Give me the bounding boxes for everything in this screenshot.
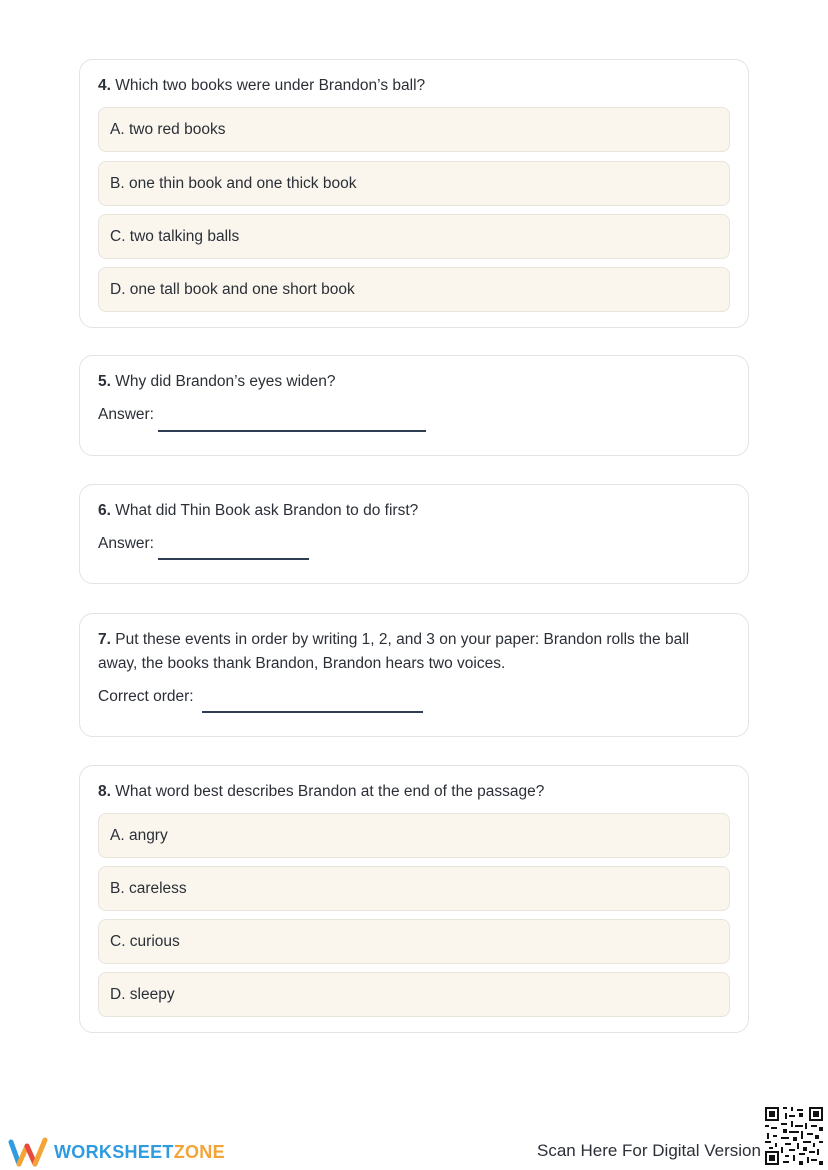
option-a[interactable]: A. angry — [98, 813, 730, 858]
option-a[interactable]: A. two red books — [98, 107, 730, 152]
answer-label: Correct order: — [98, 688, 194, 705]
question-prompt — [98, 780, 544, 804]
question-text: Put these events in order by writing 1, 2, and 3 on your paper: Brandon rolls the ball away, the books thank Brandon, Brandon hears two voices. — [98, 631, 690, 672]
option-b[interactable]: B. one thin book and one thick book — [98, 161, 730, 206]
brand-name — [54, 1142, 225, 1163]
option-d[interactable]: D. one tall book and one short book — [98, 267, 730, 312]
question-card-7 — [79, 613, 749, 737]
answer-line[interactable] — [158, 430, 426, 432]
question-number: 8. — [98, 783, 111, 800]
option-c[interactable]: C. curious — [98, 919, 730, 964]
question-text: Why did Brandon’s eyes widen? — [115, 373, 336, 390]
question-prompt — [98, 499, 418, 523]
question-text: Which two books were under Brandon’s ball? — [115, 77, 426, 94]
question-number: 4. — [98, 77, 111, 94]
question-number: 5. — [98, 373, 111, 390]
brand-part-2: ZONE — [173, 1141, 225, 1162]
question-prompt — [98, 74, 425, 98]
answer-line[interactable] — [158, 558, 309, 560]
worksheetzone-logo-icon — [8, 1137, 48, 1167]
question-card-8 — [79, 765, 749, 1033]
scan-text: Scan Here For Digital Version — [537, 1141, 761, 1160]
answer-label: Answer: — [98, 406, 154, 423]
brand-part-1: WORKSHEET — [54, 1141, 174, 1162]
question-number: 6. — [98, 502, 111, 519]
question-card-4 — [79, 59, 749, 328]
question-number: 7. — [98, 631, 111, 648]
question-text: What did Thin Book ask Brandon to do first? — [115, 502, 419, 519]
option-d[interactable]: D. sleepy — [98, 972, 730, 1017]
answer-line[interactable] — [202, 711, 423, 713]
answer-label: Answer: — [98, 535, 154, 552]
question-prompt — [98, 628, 730, 676]
question-text: What word best describes Brandon at the end of the passage? — [115, 783, 545, 800]
question-card-6 — [79, 484, 749, 584]
option-b[interactable]: B. careless — [98, 866, 730, 911]
worksheetzone-logo[interactable] — [8, 1136, 225, 1168]
question-card-5 — [79, 355, 749, 456]
question-prompt — [98, 370, 336, 394]
option-c[interactable]: C. two talking balls — [98, 214, 730, 259]
qr-code-icon[interactable] — [765, 1107, 823, 1165]
